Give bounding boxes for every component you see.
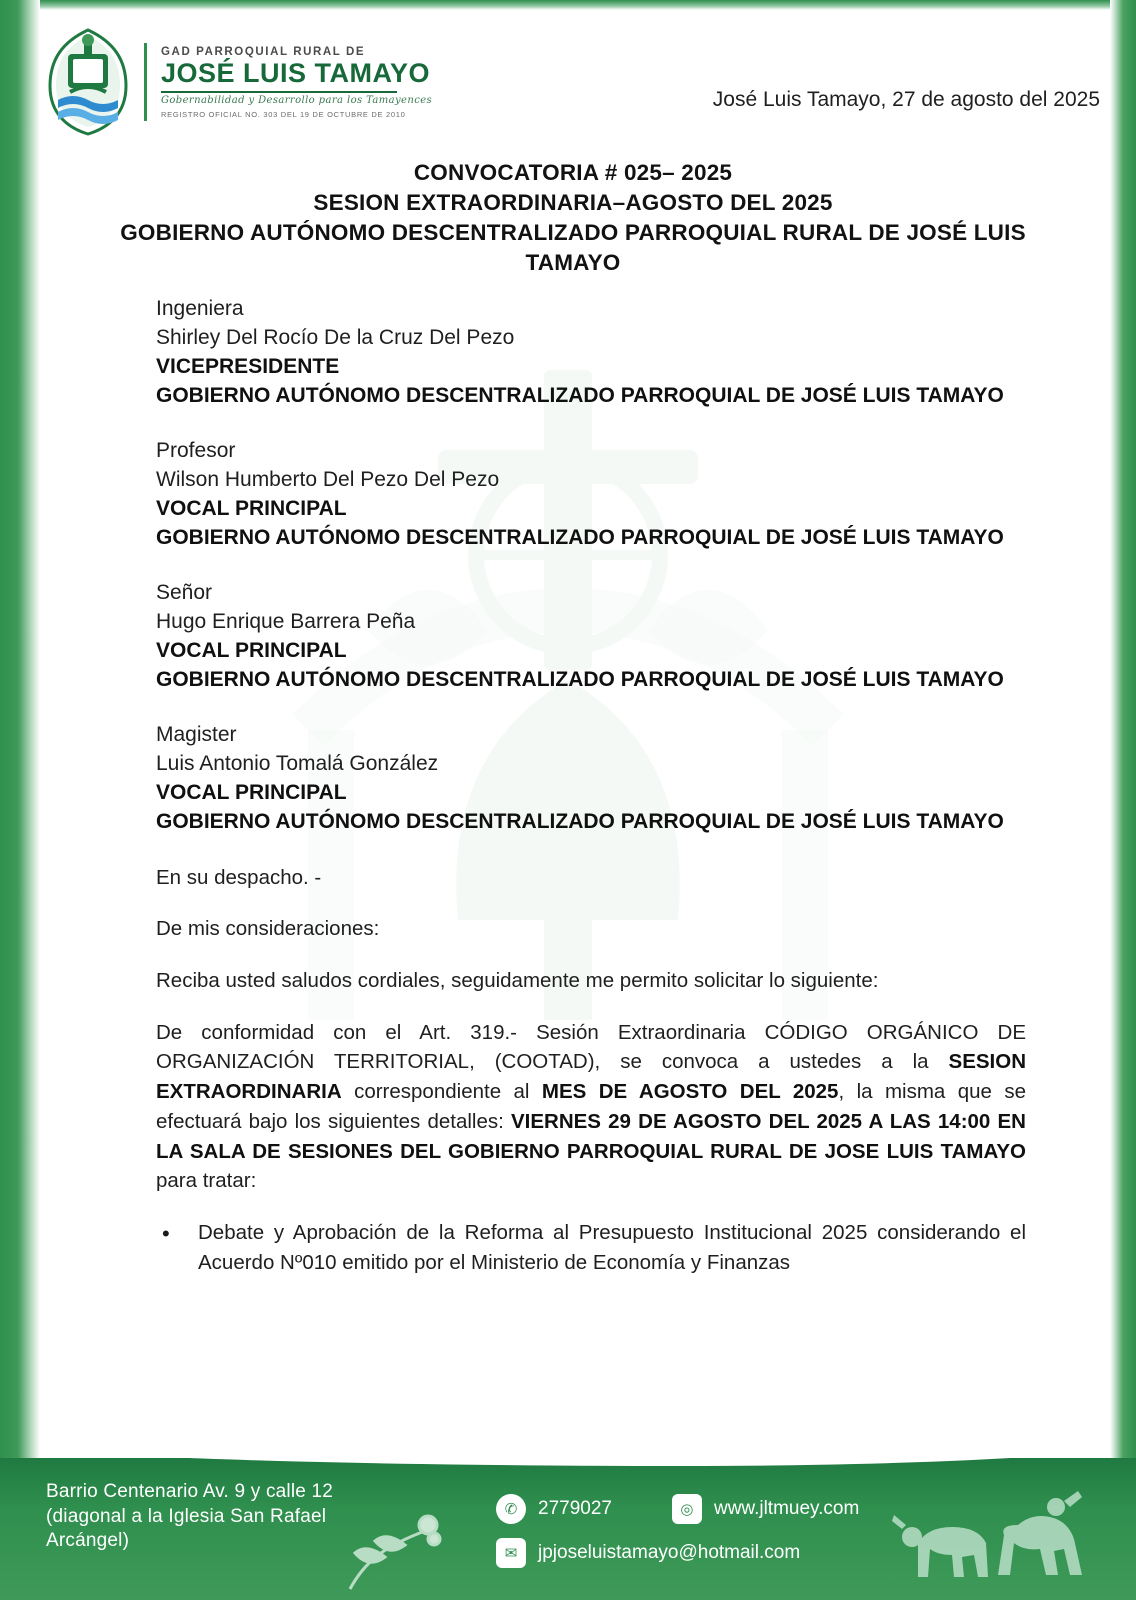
addressee-role: Ingeniera (156, 297, 244, 320)
title-line-1: CONVOCATORIA # 025– 2025 (413, 160, 733, 185)
addressee-name: Hugo Enrique Barrera Peña (156, 609, 416, 633)
main-p4: para tratar: (156, 1169, 257, 1193)
addressee-name: Shirley Del Rocío De la Cruz Del Pezo (156, 325, 515, 349)
mail-icon: ✉ (496, 1538, 526, 1568)
main-b1: SESION EXTRAORDINARIA (156, 1050, 1026, 1104)
logo-divider (144, 43, 147, 121)
footer-address: Barrio Centenario Av. 9 y calle 12 (diagonal a la Iglesia San Rafael Arcángel) (46, 1481, 334, 1552)
logo-superline: GAD PARROQUIAL RURAL DE (161, 45, 366, 58)
addressee-org: GOBIERNO AUTÓNOMO DESCENTRALIZADO PARROQUIAL DE JOSÉ LUIS TAMAYO (156, 525, 1004, 549)
addressee-org: GOBIERNO AUTÓNOMO DESCENTRALIZADO PARROQUIAL DE JOSÉ LUIS TAMAYO (156, 383, 1004, 407)
logo-registry: REGISTRO OFICIAL NO. 303 DEL 19 DE OCTUBRE DE 2010 (161, 109, 406, 119)
agenda-item-text: Debate y Aprobación de la Reforma al Presupuesto Institucional 2025 considerando el Acuerdo Nº010 emitido por el Ministerio de Economía y Finanzas (198, 1220, 1026, 1274)
footer-website-value: www.jltmuey.com (713, 1498, 860, 1519)
addressee-name: Luis Antonio Tomalá González (156, 751, 439, 775)
addressee-org: GOBIERNO AUTÓNOMO DESCENTRALIZADO PARROQUIAL DE JOSÉ LUIS TAMAYO (156, 809, 1004, 833)
logo-wordmark (161, 46, 432, 119)
footer-wave (0, 1458, 1136, 1466)
addressee-block (156, 295, 1026, 411)
footer-phone-value: 2779027 (538, 1498, 612, 1519)
addressee-post: VOCAL PRINCIPAL (156, 496, 347, 520)
footer-email-value: jpjoseluistamayo@hotmail.com (538, 1542, 801, 1563)
document-footer (0, 1458, 1136, 1600)
main-paragraph (156, 1018, 1026, 1196)
salutation-heading: De mis consideraciones: (156, 917, 380, 941)
main-p2: correspondiente al (341, 1080, 542, 1104)
main-b3: VIERNES 29 DE AGOSTO DEL 2025 A LAS 14:00 EN LA SALA DE SESIONES DEL GOBIERNO PARROQUIAL RURAL DE JOSE LUIS TAMAYO (156, 1109, 1026, 1163)
addressee-block (156, 721, 1026, 837)
logo-slogan: Gobernabilidad y Desarrollo para los Tamayences (161, 95, 433, 107)
logo-name: JOSÉ LUIS TAMAYO (161, 57, 431, 88)
addressee-role: Profesor (156, 438, 236, 462)
addressee-block (156, 579, 1026, 695)
addressee-name: Wilson Humberto Del Pezo Del Pezo (156, 467, 500, 491)
addressee-role: Magister (156, 722, 237, 746)
document-body (156, 295, 1026, 1277)
addressee-post: VICEPRESIDENTE (156, 354, 340, 378)
main-p1: De conformidad con el Art. 319.- Sesión Extraordinaria CÓDIGO ORGÁNICO DE ORGANIZACIÓN TERRITORIAL, (COOTAD), se convoca a ustedes a la (156, 1020, 1026, 1074)
page-right-border (1110, 0, 1136, 1600)
footer-website[interactable] (672, 1494, 859, 1524)
footer-phone (496, 1494, 612, 1524)
agenda-item (156, 1218, 1026, 1277)
document-title (120, 158, 1026, 278)
place-and-date: José Luis Tamayo, 27 de agosto del 2025 (712, 88, 1100, 111)
page-left-border (0, 0, 40, 1600)
title-line-3: GOBIERNO AUTÓNOMO DESCENTRALIZADO PARROQUIAL RURAL DE JOSÉ LUIS TAMAYO (120, 219, 1026, 275)
bullet-icon: • (162, 1220, 170, 1246)
addressee-role: Señor (156, 580, 213, 604)
title-line-2: SESION EXTRAORDINARIA–AGOSTO DEL 2025 (313, 189, 833, 215)
addressee-org: GOBIERNO AUTÓNOMO DESCENTRALIZADO PARROQUIAL DE JOSÉ LUIS TAMAYO (156, 667, 1004, 691)
addressee-block (156, 437, 1026, 553)
footer-contacts (496, 1480, 859, 1568)
addressee-post: VOCAL PRINCIPAL (156, 638, 347, 662)
footer-email[interactable] (496, 1538, 800, 1568)
addressee-post: VOCAL PRINCIPAL (156, 780, 347, 804)
salutation-text: Reciba usted saludos cordiales, seguidamente me permito solicitar lo siguiente: (156, 968, 879, 992)
logo-rule (161, 91, 397, 93)
page-top-border (0, 0, 1136, 10)
main-p3: , la misma que se efectuará bajo los siguientes detalles: (156, 1080, 1027, 1133)
despacho-line: En su despacho. - (156, 865, 322, 889)
phone-icon: ✆ (496, 1494, 526, 1524)
document-header (40, 18, 1110, 158)
main-b2: MES DE AGOSTO DEL 2025 (541, 1080, 839, 1104)
institution-logo (40, 26, 432, 138)
coat-of-arms-icon (40, 26, 136, 138)
globe-icon: ◎ (672, 1494, 702, 1524)
